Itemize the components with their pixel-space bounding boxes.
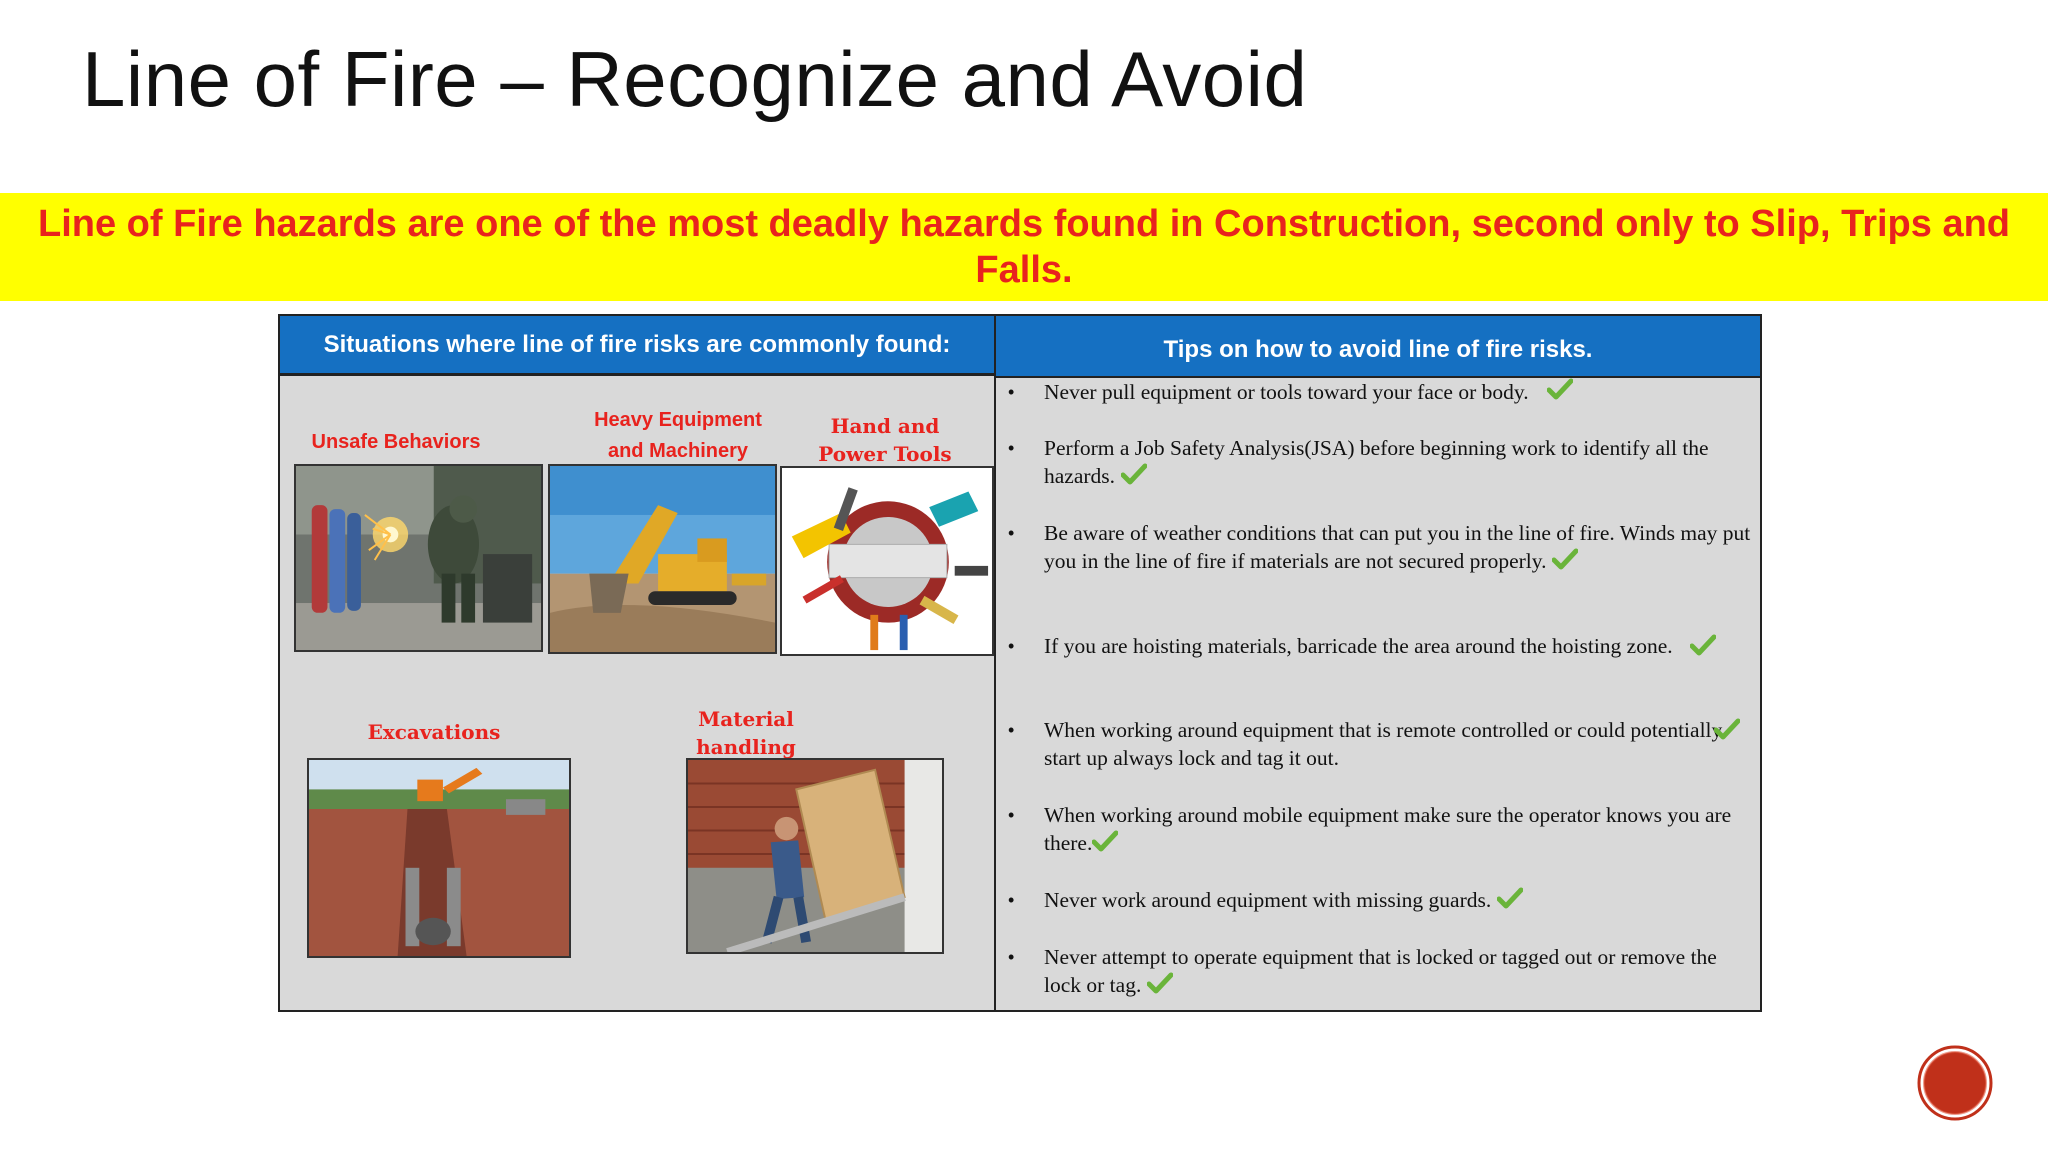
check-icon: [1547, 378, 1573, 400]
material-handling-photo: [686, 758, 944, 954]
tip-item: [1008, 801, 1748, 857]
check-icon: [1690, 634, 1716, 656]
bullet: •: [1008, 438, 1015, 458]
caption-heavy-equipment: [558, 405, 798, 467]
caption-text: Unsafe Behaviors: [311, 431, 481, 453]
caption-text: Hand and: [830, 414, 940, 438]
tip-item: [1008, 886, 1748, 914]
tip-item: [1008, 632, 1748, 660]
warning-banner: [0, 193, 2048, 301]
check-icon: [1714, 718, 1740, 740]
tip-item: [1008, 519, 1751, 575]
hazards-table: [278, 314, 1762, 1012]
caption-text: and Machinery: [607, 440, 749, 462]
bullet: •: [1008, 890, 1015, 910]
caption-hand-tools: [785, 412, 985, 468]
tip-item: [1008, 378, 1748, 406]
tip-text: Never attempt to operate equipment that is locked or tagged out or remove the lock or tag.: [1044, 945, 1717, 997]
caption-excavations: [354, 718, 514, 746]
tip-text: When working around equipment that is remote controlled or could potentially start up always lock and tag it out.: [1044, 718, 1723, 770]
caption-text: Heavy Equipment: [594, 409, 762, 431]
check-icon: [1147, 972, 1173, 994]
tip-item: [1008, 434, 1748, 490]
caption-text: handling: [696, 735, 796, 759]
tip-text: Never pull equipment or tools toward your face or body.: [1044, 380, 1529, 404]
heavy-equipment-photo: [548, 464, 777, 654]
tip-text: Never work around equipment with missing guards.: [1044, 888, 1492, 912]
caption-text: Excavations: [367, 720, 501, 744]
caption-text: Power Tools: [818, 442, 952, 466]
bullet: •: [1008, 720, 1015, 740]
check-icon: [1552, 548, 1578, 570]
caption-material-handling: [666, 705, 826, 761]
tip-text: When working around mobile equipment make sure the operator knows you are there.: [1044, 803, 1732, 855]
caption-text: Material: [698, 707, 794, 731]
tips-header: Tips on how to avoid line of fire risks.: [996, 316, 1760, 378]
check-icon: [1092, 830, 1118, 852]
bullet: •: [1008, 805, 1015, 825]
bullet: •: [1008, 523, 1015, 543]
tip-item: [1008, 943, 1748, 999]
tip-text: If you are hoisting materials, barricade the area around the hoisting zone.: [1044, 634, 1673, 658]
bullet: •: [1008, 947, 1015, 967]
check-icon: [1497, 887, 1523, 909]
check-icon: [1121, 463, 1147, 485]
tip-text: Perform a Job Safety Analysis(JSA) before beginning work to identify all the hazards.: [1044, 436, 1709, 488]
tips-list: [996, 378, 1760, 1008]
situations-column: [280, 316, 996, 1010]
bullet: •: [1008, 636, 1015, 656]
presentation-logo-icon: [1917, 1045, 1993, 1121]
slide-title: Line of Fire – Recognize and Avoid: [82, 35, 1308, 123]
banner-text: Line of Fire hazards are one of the most deadly hazards found in Construction, second only to Slip, Trips and Falls.: [37, 203, 2010, 291]
tip-text: Be aware of weather conditions that can put you in the line of fire. Winds may put you in the line of fire if materials are not secured properly.: [1044, 521, 1751, 573]
tip-item: [1008, 716, 1748, 772]
situations-header: Situations where line of fire risks are commonly found:: [280, 316, 994, 376]
hand-tools-photo: [780, 466, 994, 656]
caption-unsafe-behaviors: [296, 427, 496, 458]
bullet: •: [1008, 382, 1015, 402]
excavations-photo: [307, 758, 571, 958]
unsafe-behaviors-photo: [294, 464, 543, 652]
